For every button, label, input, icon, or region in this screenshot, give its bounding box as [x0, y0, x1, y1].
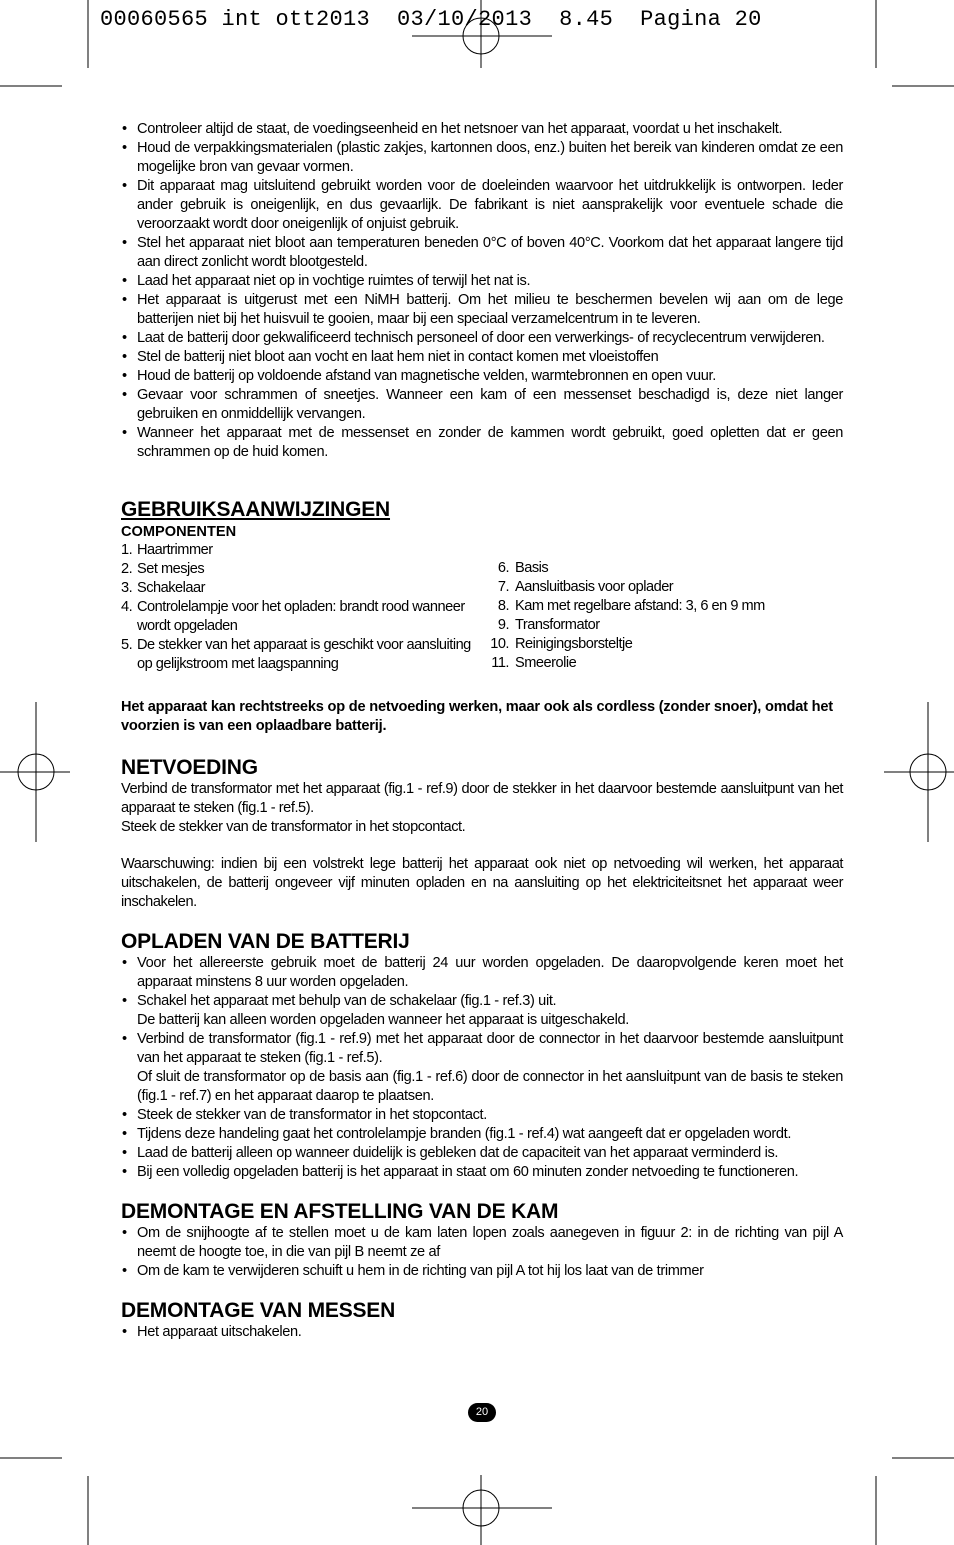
list-item: • Controleer altijd de staat, de voedingseenheid en het netsnoer van het apparaat, voordat u het inschakelt.: [121, 120, 843, 139]
list-item: 11. Smeerolie: [491, 655, 577, 671]
list-item: • Het apparaat uitschakelen.: [121, 1323, 843, 1342]
messen-list: [121, 1323, 843, 1342]
list-item: • Laat de batterij door gekwalificeerd technisch personeel of door een verwerkings- of recyclecentrum verwijderen.: [121, 329, 843, 348]
components-column-left: [121, 541, 483, 674]
list-item: • Laad het apparaat niet op in vochtige ruimtes of terwijl het nat is.: [121, 272, 843, 291]
netvoeding-warning: Waarschuwing: indien bij een volstrekt lege batterij het apparaat ook niet op netvoeding wil werken, het apparaat uitschakelen, de batterij ongeveer vijf minuten opladen en na aansluiting op het elektriciteitsnet het apparaat weer inschakelen.: [121, 856, 843, 910]
page-content: [121, 120, 843, 1342]
list-item: 3. Schakelaar: [121, 580, 206, 596]
list-item: • Dit apparaat mag uitsluitend gebruikt worden voor de doeleinden waarvoor het uitdrukkelijk is ontworpen. Ieder ander gebruik is oneigenlijk, en dus gevaarlijk. De fabrikant is niet aansprakelijk voor eventuele schade die veroorzaakt wordt door oneigenlijk of onjuist gebruik.: [121, 177, 843, 234]
list-item: • Verbind de transformator (fig.1 - ref.9) met het apparaat door de connector in het daarvoor bestemde aansluitpunt van het apparaat te steken (fig.1 - ref.5). Of sluit de transformator op de basis aan (fig.1 - ref.6) door de connector in het aansluitpunt van de basis te steken (fig.1 - ref.7) en het apparaat daarop te plaatsen.: [121, 1030, 843, 1106]
list-item: • Houd de verpakkingsmaterialen (plastic zakjes, kartonnen doos, enz.) buiten het bereik van kinderen omdat ze een mogelijke bron van gevaar vormen.: [121, 139, 843, 177]
list-item: • Houd de batterij op voldoende afstand van magnetische velden, warmtebronnen en open vuur.: [121, 367, 843, 386]
list-item: 9. Transformator: [497, 617, 600, 633]
instructions-heading: GEBRUIKSAANWIJZINGEN: [121, 498, 391, 521]
list-item: • Tijdens deze handeling gaat het controlelampje branden (fig.1 - ref.4) wat aangeeft dat er opgeladen wordt.: [121, 1125, 843, 1144]
list-item: • Gevaar voor schrammen of sneetjes. Wanneer een kam of een messenset beschadigd is, deze niet langer gebruiken en onmiddellijk vervangen.: [121, 386, 843, 424]
opladen-list: [121, 954, 843, 1182]
kam-list: [121, 1224, 843, 1281]
netvoeding-paragraph-1: Verbind de transformator met het apparaat (fig.1 - ref.9) door de stekker in het daarvoor bestemde aansluitpunt van het apparaat te steken (fig.1 - ref.5).: [121, 781, 843, 816]
components-column-right: [483, 559, 843, 674]
list-item: • Wanneer het apparaat met de messenset en zonder de kammen wordt gebruikt, goed opletten dat er geen schrammen op de huid komen.: [121, 424, 843, 462]
list-item: • Schakel het apparaat met behulp van de schakelaar (fig.1 - ref.3) uit. De batterij kan alleen worden opgeladen wanneer het apparaat is uitgeschakeld.: [121, 992, 843, 1030]
list-item: 2. Set mesjes: [121, 561, 205, 577]
list-item: 1. Haartrimmer: [121, 542, 213, 558]
list-item: • Stel het apparaat niet bloot aan temperaturen beneden 0°C of boven 40°C. Voorkom dat het apparaat langere tijd aan direct zonlicht wordt blootgesteld.: [121, 234, 843, 272]
kam-heading: DEMONTAGE EN AFSTELLING VAN DE KAM: [121, 1200, 559, 1223]
list-item: 4. Controlelampje voor het opladen: brandt rood wanneer wordt opgeladen: [121, 599, 465, 634]
safety-list: [121, 120, 843, 462]
list-item: • Bij een volledig opgeladen batterij is het apparaat in staat om 60 minuten zonder netvoeding te functioneren.: [121, 1163, 843, 1182]
netvoeding-heading: NETVOEDING: [121, 756, 258, 779]
list-item: 8. Kam met regelbare afstand: 3, 6 en 9 mm: [497, 598, 765, 614]
list-item: • Om de kam te verwijderen schuift u hem in de richting van pijl A tot hij los laat van de trimmer: [121, 1262, 843, 1281]
list-item: • Voor het allereerste gebruik moet de batterij 24 uur worden opgeladen. De daaropvolgende keren moet het apparaat minstens 8 uur worden opgeladen.: [121, 954, 843, 992]
list-item: • Om de snijhoogte af te stellen moet u de kam laten lopen zoals aanegeven in figuur 2: in de richting van pijl A neemt de hoogte toe, in die van pijl B neemt ze af: [121, 1224, 843, 1262]
messen-heading: DEMONTAGE VAN MESSEN: [121, 1299, 396, 1322]
list-item: • Stel de batterij niet bloot aan vocht en laat hem niet in contact komen met vloeistoffen: [121, 348, 843, 367]
netvoeding-paragraph-2: Steek de stekker van de transformator in het stopcontact.: [121, 819, 466, 835]
list-item: • Laad de batterij alleen op wanneer duidelijk is gebleken dat de capaciteit van het apparaat verminderd is.: [121, 1144, 843, 1163]
list-item: 5. De stekker van het apparaat is geschikt voor aansluiting op gelijkstroom met laagspanning: [121, 637, 471, 672]
list-item: • Steek de stekker van de transformator in het stopcontact.: [121, 1106, 843, 1125]
opladen-heading: OPLADEN VAN DE BATTERIJ: [121, 930, 410, 953]
print-slug-header: 00060565 int ott2013 03/10/2013 8.45 Pagina 20: [100, 7, 762, 32]
list-item: 6. Basis: [497, 560, 549, 576]
list-item: • Het apparaat is uitgerust met een NiMH batterij. Om het milieu te beschermen bevelen wij aan om de lege batterijen niet bij het huisvuil te gooien, maar bij een speciaal verzamelcentrum in te leveren.: [121, 291, 843, 329]
page-number-badge: 20: [468, 1403, 496, 1422]
components-heading: COMPONENTEN: [121, 524, 237, 540]
list-item: 10. Reinigingsborsteltje: [490, 636, 633, 652]
cordless-note: Het apparaat kan rechtstreeks op de netvoeding werken, maar ook als cordless (zonder snoer), omdat het voorzien is van een oplaadbare batterij.: [121, 699, 833, 734]
list-item: 7. Aansluitbasis voor oplader: [497, 579, 674, 595]
components-list: [121, 541, 843, 674]
